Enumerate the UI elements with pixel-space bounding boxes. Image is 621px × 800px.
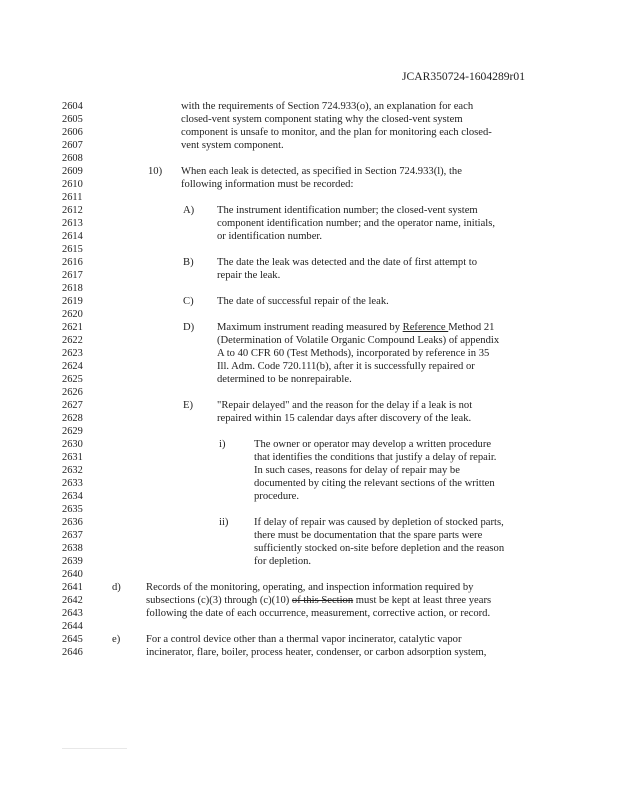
paragraph-line: closed-vent system component stating why the closed-vent system [181,114,463,125]
line-number: 2629 [62,426,83,437]
paragraph-line: sufficiently stocked on-site before depletion and the reason [254,543,505,554]
paragraph-line [217,321,494,334]
paragraph-line: vent system component. [181,140,284,151]
line-number: 2615 [62,244,83,255]
paragraph-line: for depletion. [254,556,312,567]
line-number: 2616 [62,257,83,268]
line-number: 2640 [62,569,83,580]
line-number: 2645 [62,634,83,645]
footer-rule [62,748,127,749]
line-number: 2613 [62,218,83,229]
deleted-text: of this Section [291,595,354,606]
line-number: 2618 [62,283,83,294]
line-number: 2609 [62,166,83,177]
paragraph-line: documented by citing the relevant sections of the written [254,478,495,489]
paragraph-line: component is unsafe to monitor, and the plan for monitoring each closed- [181,127,492,138]
line-number: 2621 [62,322,83,333]
item-label: B) [183,257,194,268]
item-label: D) [183,322,195,333]
paragraph-line: For a control device other than a thermal vapor incinerator, catalytic vapor [146,634,462,645]
line-number: 2620 [62,309,83,320]
paragraph-line: When each leak is detected, as specified in Section 724.933(l), the [181,166,462,177]
paragraph-line: (Determination of Volatile Organic Compound Leaks) of appendix [217,335,500,346]
line-number: 2614 [62,231,83,242]
paragraph-line: The owner or operator may develop a written procedure [254,439,492,450]
line-number: 2612 [62,205,83,216]
line-number: 2605 [62,114,83,125]
line-number: 2624 [62,361,83,372]
line-number: 2635 [62,504,83,515]
paragraph-line: A to 40 CFR 60 (Test Methods), incorporated by reference in 35 [217,348,490,359]
paragraph-line: The date of successful repair of the leak. [217,296,389,307]
line-number: 2644 [62,621,83,632]
document-id-header: JCAR350724-1604289r01 [401,70,525,83]
paragraph-line: repaired within 15 calendar days after discovery of the leak. [217,413,472,424]
line-number: 2630 [62,439,83,450]
item-label: C) [183,296,194,307]
paragraph-line: The date the leak was detected and the date of first attempt to [217,257,478,268]
paragraph-line: incinerator, flare, boiler, process heater, condenser, or carbon adsorption system, [146,647,487,658]
line-number: 2608 [62,153,83,164]
paragraph-line: determined to be nonrepairable. [217,374,352,385]
item-label: d) [112,582,121,593]
line-number: 2610 [62,179,83,190]
item-label: E) [183,400,193,411]
inserted-text: Reference [402,322,449,333]
line-number: 2631 [62,452,83,463]
line-number: 2619 [62,296,83,307]
text-run: subsections (c)(3) through (c)(10) [146,595,292,606]
line-number: 2637 [62,530,83,541]
item-label: e) [112,634,121,645]
line-number: 2643 [62,608,83,619]
text-run: must be kept at least three years [353,595,492,606]
item-label: ii) [219,517,229,528]
line-number: 2639 [62,556,83,567]
line-number: 2634 [62,491,83,502]
item-label: A) [183,205,195,216]
paragraph-line: repair the leak. [217,270,281,281]
paragraph-line: there must be documentation that the spare parts were [254,530,483,541]
paragraph-line: with the requirements of Section 724.933(o), an explanation for each [181,101,474,112]
line-number: 2623 [62,348,83,359]
paragraph-line: or identification number. [217,231,323,242]
paragraph-line: In such cases, reasons for delay of repair may be [254,465,460,476]
line-number: 2617 [62,270,83,281]
line-number: 2622 [62,335,83,346]
paragraph-line: following the date of each occurrence, measurement, corrective action, or record. [146,608,491,619]
line-number: 2606 [62,127,83,138]
line-number: 2625 [62,374,83,385]
line-number: 2626 [62,387,83,398]
paragraph-line: Ill. Adm. Code 720.111(b), after it is successfully repaired or [217,361,475,372]
paragraph-line: that identifies the conditions that justify a delay of repair. [254,452,497,463]
paragraph-line: procedure. [254,491,299,502]
line-number: 2628 [62,413,83,424]
item-label: 10) [148,166,163,177]
paragraph-line: The instrument identification number; the closed-vent system [217,205,478,216]
paragraph-line: If delay of repair was caused by depletion of stocked parts, [254,517,504,528]
line-number: 2638 [62,543,83,554]
line-number: 2646 [62,647,83,658]
line-number: 2633 [62,478,83,489]
line-number: 2611 [62,192,83,203]
line-number: 2632 [62,465,83,476]
line-number: 2627 [62,400,83,411]
line-number: 2604 [62,101,83,112]
line-number: 2642 [62,595,83,606]
paragraph-line: following information must be recorded: [181,179,354,190]
paragraph-line [146,594,491,607]
paragraph-line: "Repair delayed" and the reason for the delay if a leak is not [217,400,473,411]
item-label: i) [219,439,226,450]
paragraph-line: component identification number; and the operator name, initials, [217,218,496,229]
text-run: Maximum instrument reading measured by [217,322,403,333]
text-run: Method 21 [448,322,495,333]
line-number: 2607 [62,140,83,151]
line-number: 2641 [62,582,83,593]
paragraph-line: Records of the monitoring, operating, and inspection information required by [146,582,474,593]
line-number: 2636 [62,517,83,528]
